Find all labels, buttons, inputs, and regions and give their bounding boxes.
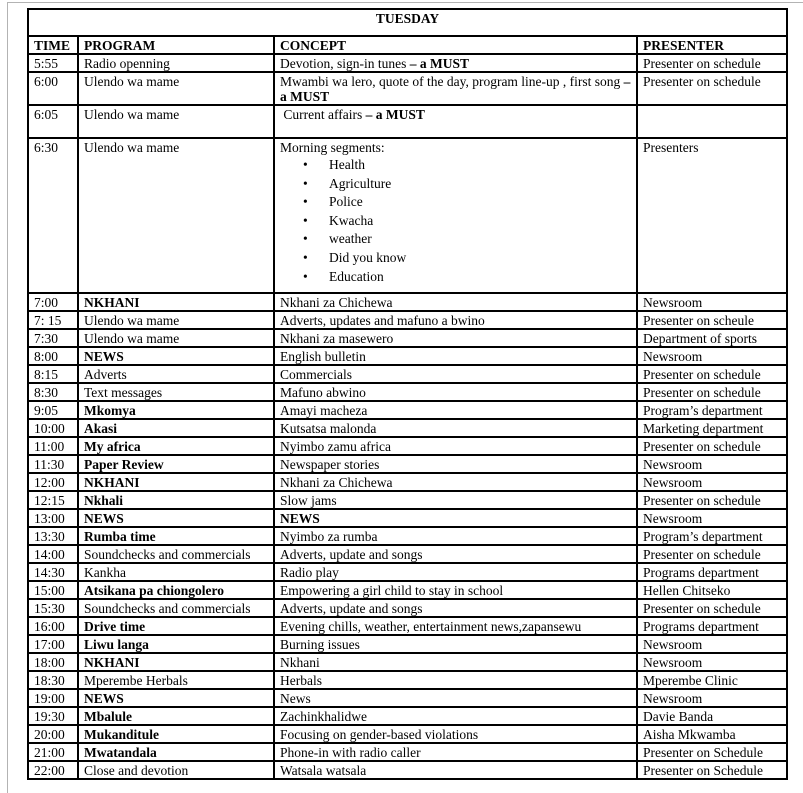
schedule-row xyxy=(28,365,787,383)
time-cell: 13:30 xyxy=(28,527,78,545)
concept-text-segment: Current affairs xyxy=(280,107,366,122)
presenter-cell: Presenter on schedule xyxy=(637,545,787,563)
concept-cell xyxy=(274,401,637,419)
concept-cell xyxy=(274,473,637,491)
concept-cell xyxy=(274,347,637,365)
concept-text-segment: News xyxy=(280,691,311,706)
concept-cell xyxy=(274,635,637,653)
time-cell: 19:00 xyxy=(28,689,78,707)
time-cell: 15:30 xyxy=(28,599,78,617)
schedule-row xyxy=(28,311,787,329)
presenter-cell: Programs department xyxy=(637,617,787,635)
time-cell: 12:00 xyxy=(28,473,78,491)
concept-text-segment: Burning issues xyxy=(280,637,360,652)
concept-cell xyxy=(274,138,637,293)
schedule-row xyxy=(28,563,787,581)
schedule-row xyxy=(28,383,787,401)
program-cell: My africa xyxy=(78,437,274,455)
concept-text-segment: Mwambi wa lero, quote of the day, program line-up , first song xyxy=(280,74,624,89)
concept-text-segment: Evening chills, weather, entertainment news,zapansewu xyxy=(280,619,582,634)
bullet-list-item xyxy=(280,268,631,287)
concept-text-segment: Radio play xyxy=(280,565,339,580)
presenter-cell: Presenter on scheule xyxy=(637,311,787,329)
concept-cell xyxy=(274,419,637,437)
schedule-row xyxy=(28,545,787,563)
concept-lead-text: Morning segments: xyxy=(280,140,385,155)
bullet-icon: • xyxy=(303,212,308,228)
program-cell: Mbalule xyxy=(78,707,274,725)
presenter-cell: Newsroom xyxy=(637,293,787,311)
concept-cell xyxy=(274,599,637,617)
presenter-cell: Department of sports xyxy=(637,329,787,347)
bullet-item-label: Agriculture xyxy=(329,175,392,191)
program-cell: Close and devotion xyxy=(78,761,274,779)
program-cell: Atsikana pa chiongolero xyxy=(78,581,274,599)
presenter-cell: Davie Banda xyxy=(637,707,787,725)
schedule-row xyxy=(28,689,787,707)
bullet-icon: • xyxy=(303,194,308,210)
column-header-time: TIME xyxy=(28,36,78,54)
program-cell: Mperembe Herbals xyxy=(78,671,274,689)
concept-text-segment: Nyimbo za rumba xyxy=(280,529,378,544)
bullet-list-item xyxy=(280,175,631,194)
concept-cell xyxy=(274,617,637,635)
time-cell: 5:55 xyxy=(28,54,78,72)
program-cell: Soundchecks and commercials xyxy=(78,545,274,563)
concept-cell xyxy=(274,72,637,105)
concept-cell xyxy=(274,689,637,707)
concept-text-segment: Newspaper stories xyxy=(280,457,380,472)
presenter-cell: Presenter on schedule xyxy=(637,54,787,72)
concept-cell xyxy=(274,329,637,347)
bullet-item-label: Police xyxy=(329,194,363,210)
concept-text-segment: English bulletin xyxy=(280,349,366,364)
concept-cell xyxy=(274,743,637,761)
column-header-row xyxy=(28,36,787,54)
concept-cell xyxy=(274,455,637,473)
presenter-cell xyxy=(637,105,787,138)
schedule-row xyxy=(28,761,787,779)
concept-text-segment: Nkhani xyxy=(280,655,320,670)
presenter-cell: Presenter on Schedule xyxy=(637,761,787,779)
program-cell: NKHANI xyxy=(78,293,274,311)
schedule-row xyxy=(28,743,787,761)
concept-text-segment: Devotion, sign-in tunes xyxy=(280,56,410,71)
concept-cell xyxy=(274,761,637,779)
presenter-cell: Newsroom xyxy=(637,347,787,365)
time-cell: 11:00 xyxy=(28,437,78,455)
program-cell: Ulendo wa mame xyxy=(78,72,274,105)
concept-cell xyxy=(274,54,637,72)
concept-text-segment: Zachinkhalidwe xyxy=(280,709,367,724)
schedule-row xyxy=(28,138,787,293)
time-cell: 15:00 xyxy=(28,581,78,599)
concept-text-segment: – a MUST xyxy=(280,74,634,104)
time-cell: 10:00 xyxy=(28,419,78,437)
concept-cell xyxy=(274,563,637,581)
concept-cell xyxy=(274,545,637,563)
presenter-cell: Presenter on schedule xyxy=(637,599,787,617)
program-cell: Ulendo wa mame xyxy=(78,311,274,329)
presenter-cell: Hellen Chitseko xyxy=(637,581,787,599)
program-cell: NEWS xyxy=(78,509,274,527)
schedule-row xyxy=(28,509,787,527)
bullet-list-item xyxy=(280,230,631,249)
presenter-cell: Presenter on Schedule xyxy=(637,743,787,761)
concept-text-segment: Phone-in with radio caller xyxy=(280,745,421,760)
bullet-icon: • xyxy=(303,231,308,247)
time-cell: 14:30 xyxy=(28,563,78,581)
schedule-row xyxy=(28,635,787,653)
program-cell: Ulendo wa mame xyxy=(78,105,274,138)
bullet-item-label: Education xyxy=(329,268,384,284)
program-cell: Drive time xyxy=(78,617,274,635)
concept-cell xyxy=(274,707,637,725)
time-cell: 8:30 xyxy=(28,383,78,401)
concept-text-segment: Amayi macheza xyxy=(280,403,368,418)
program-cell: Nkhali xyxy=(78,491,274,509)
program-cell: Ulendo wa mame xyxy=(78,138,274,293)
concept-cell xyxy=(274,311,637,329)
time-cell: 7: 15 xyxy=(28,311,78,329)
concept-cell xyxy=(274,527,637,545)
concept-cell xyxy=(274,581,637,599)
schedule-row xyxy=(28,72,787,105)
column-header-presenter: PRESENTER xyxy=(637,36,787,54)
time-cell: 9:05 xyxy=(28,401,78,419)
concept-cell xyxy=(274,437,637,455)
time-cell: 12:15 xyxy=(28,491,78,509)
schedule-row xyxy=(28,491,787,509)
bullet-item-label: Did you know xyxy=(329,249,407,265)
concept-text-segment: Adverts, updates and mafuno a bwino xyxy=(280,313,485,328)
schedule-row xyxy=(28,437,787,455)
schedule-row xyxy=(28,293,787,311)
column-header-program: PROGRAM xyxy=(78,36,274,54)
bullet-list-item xyxy=(280,193,631,212)
schedule-row xyxy=(28,455,787,473)
program-cell: Akasi xyxy=(78,419,274,437)
time-cell: 6:30 xyxy=(28,138,78,293)
bullet-list-item xyxy=(280,249,631,268)
time-cell: 6:05 xyxy=(28,105,78,138)
concept-text-segment: Herbals xyxy=(280,673,322,688)
bullet-icon: • xyxy=(303,268,308,284)
presenter-cell: Presenter on schedule xyxy=(637,491,787,509)
program-cell: Mwatandala xyxy=(78,743,274,761)
concept-cell xyxy=(274,653,637,671)
concept-cell xyxy=(274,671,637,689)
bullet-icon: • xyxy=(303,175,308,191)
concept-text-segment: Adverts, update and songs xyxy=(280,547,423,562)
concept-text-segment: Slow jams xyxy=(280,493,337,508)
schedule-row xyxy=(28,599,787,617)
title-row xyxy=(28,9,787,36)
time-cell: 22:00 xyxy=(28,761,78,779)
schedule-row xyxy=(28,419,787,437)
bullet-list-item xyxy=(280,156,631,175)
schedule-row xyxy=(28,707,787,725)
schedule-row xyxy=(28,617,787,635)
program-cell: Ulendo wa mame xyxy=(78,329,274,347)
concept-text-segment: Nyimbo zamu africa xyxy=(280,439,391,454)
concept-text-segment: Nkhani za masewero xyxy=(280,331,394,346)
program-cell: NEWS xyxy=(78,689,274,707)
program-cell: Text messages xyxy=(78,383,274,401)
schedule-row xyxy=(28,329,787,347)
concept-text-segment: Watsala watsala xyxy=(280,763,367,778)
time-cell: 8:15 xyxy=(28,365,78,383)
concept-text-segment: Adverts, update and songs xyxy=(280,601,423,616)
time-cell: 7:30 xyxy=(28,329,78,347)
time-cell: 14:00 xyxy=(28,545,78,563)
concept-text-segment: – a MUST xyxy=(409,56,470,71)
schedule-row xyxy=(28,581,787,599)
schedule-row xyxy=(28,725,787,743)
time-cell: 18:00 xyxy=(28,653,78,671)
presenter-cell: Presenter on schedule xyxy=(637,365,787,383)
bullet-icon: • xyxy=(303,249,308,265)
concept-text-segment: – a MUST xyxy=(365,107,425,122)
concept-text-segment: Focusing on gender-based violations xyxy=(280,727,479,742)
schedule-row xyxy=(28,653,787,671)
schedule-row xyxy=(28,105,787,138)
presenter-cell: Newsroom xyxy=(637,455,787,473)
concept-text-segment: NEWS xyxy=(280,511,320,526)
presenter-cell: Aisha Mkwamba xyxy=(637,725,787,743)
time-cell: 19:30 xyxy=(28,707,78,725)
bullet-list-item xyxy=(280,212,631,231)
presenter-cell: Presenter on schedule xyxy=(637,437,787,455)
presenter-cell: Mperembe Clinic xyxy=(637,671,787,689)
concept-text-segment: Commercials xyxy=(280,367,352,382)
time-cell: 17:00 xyxy=(28,635,78,653)
schedule-row xyxy=(28,54,787,72)
concept-cell xyxy=(274,365,637,383)
time-cell: 16:00 xyxy=(28,617,78,635)
day-title: TUESDAY xyxy=(28,9,787,36)
time-cell: 18:30 xyxy=(28,671,78,689)
presenter-cell: Marketing department xyxy=(637,419,787,437)
concept-text-segment: Kutsatsa malonda xyxy=(280,421,377,436)
schedule-row xyxy=(28,671,787,689)
schedule-row xyxy=(28,473,787,491)
time-cell: 21:00 xyxy=(28,743,78,761)
bullet-item-label: Health xyxy=(329,157,365,172)
program-cell: NEWS xyxy=(78,347,274,365)
time-cell: 6:00 xyxy=(28,72,78,105)
program-cell: Adverts xyxy=(78,365,274,383)
time-cell: 11:30 xyxy=(28,455,78,473)
presenter-cell: Presenters xyxy=(637,138,787,293)
presenter-cell: Newsroom xyxy=(637,509,787,527)
presenter-cell: Newsroom xyxy=(637,689,787,707)
bullet-item-label: weather xyxy=(329,231,372,247)
concept-cell xyxy=(274,509,637,527)
program-cell: Mkomya xyxy=(78,401,274,419)
presenter-cell: Newsroom xyxy=(637,635,787,653)
schedule-row xyxy=(28,347,787,365)
schedule-table xyxy=(27,8,788,780)
program-cell: Mukanditule xyxy=(78,725,274,743)
time-cell: 20:00 xyxy=(28,725,78,743)
program-cell: Liwu langa xyxy=(78,635,274,653)
presenter-cell: Newsroom xyxy=(637,653,787,671)
presenter-cell: Program’s department xyxy=(637,401,787,419)
bullet-item-label: Kwacha xyxy=(329,212,374,228)
concept-cell xyxy=(274,725,637,743)
concept-cell xyxy=(274,383,637,401)
presenter-cell: Presenter on schedule xyxy=(637,72,787,105)
concept-cell xyxy=(274,491,637,509)
column-header-concept: CONCEPT xyxy=(274,36,637,54)
bullet-icon: • xyxy=(303,157,308,172)
schedule-row xyxy=(28,401,787,419)
program-cell: Rumba time xyxy=(78,527,274,545)
program-cell: Radio openning xyxy=(78,54,274,72)
concept-cell xyxy=(274,293,637,311)
presenter-cell: Presenter on schedule xyxy=(637,383,787,401)
presenter-cell: Programs department xyxy=(637,563,787,581)
program-cell: NKHANI xyxy=(78,653,274,671)
time-cell: 13:00 xyxy=(28,509,78,527)
program-cell: Kankha xyxy=(78,563,274,581)
presenter-cell: Program’s department xyxy=(637,527,787,545)
concept-text-segment: Nkhani za Chichewa xyxy=(280,295,393,310)
time-cell: 8:00 xyxy=(28,347,78,365)
concept-text-segment: Nkhani za Chichewa xyxy=(280,475,393,490)
program-cell: Soundchecks and commercials xyxy=(78,599,274,617)
concept-text-segment: Empowering a girl child to stay in school xyxy=(280,583,504,598)
concept-cell xyxy=(274,105,637,138)
program-cell: Paper Review xyxy=(78,455,274,473)
program-cell: NKHANI xyxy=(78,473,274,491)
schedule-row xyxy=(28,527,787,545)
time-cell: 7:00 xyxy=(28,293,78,311)
presenter-cell: Newsroom xyxy=(637,473,787,491)
concept-text-segment: Mafuno abwino xyxy=(280,385,366,400)
